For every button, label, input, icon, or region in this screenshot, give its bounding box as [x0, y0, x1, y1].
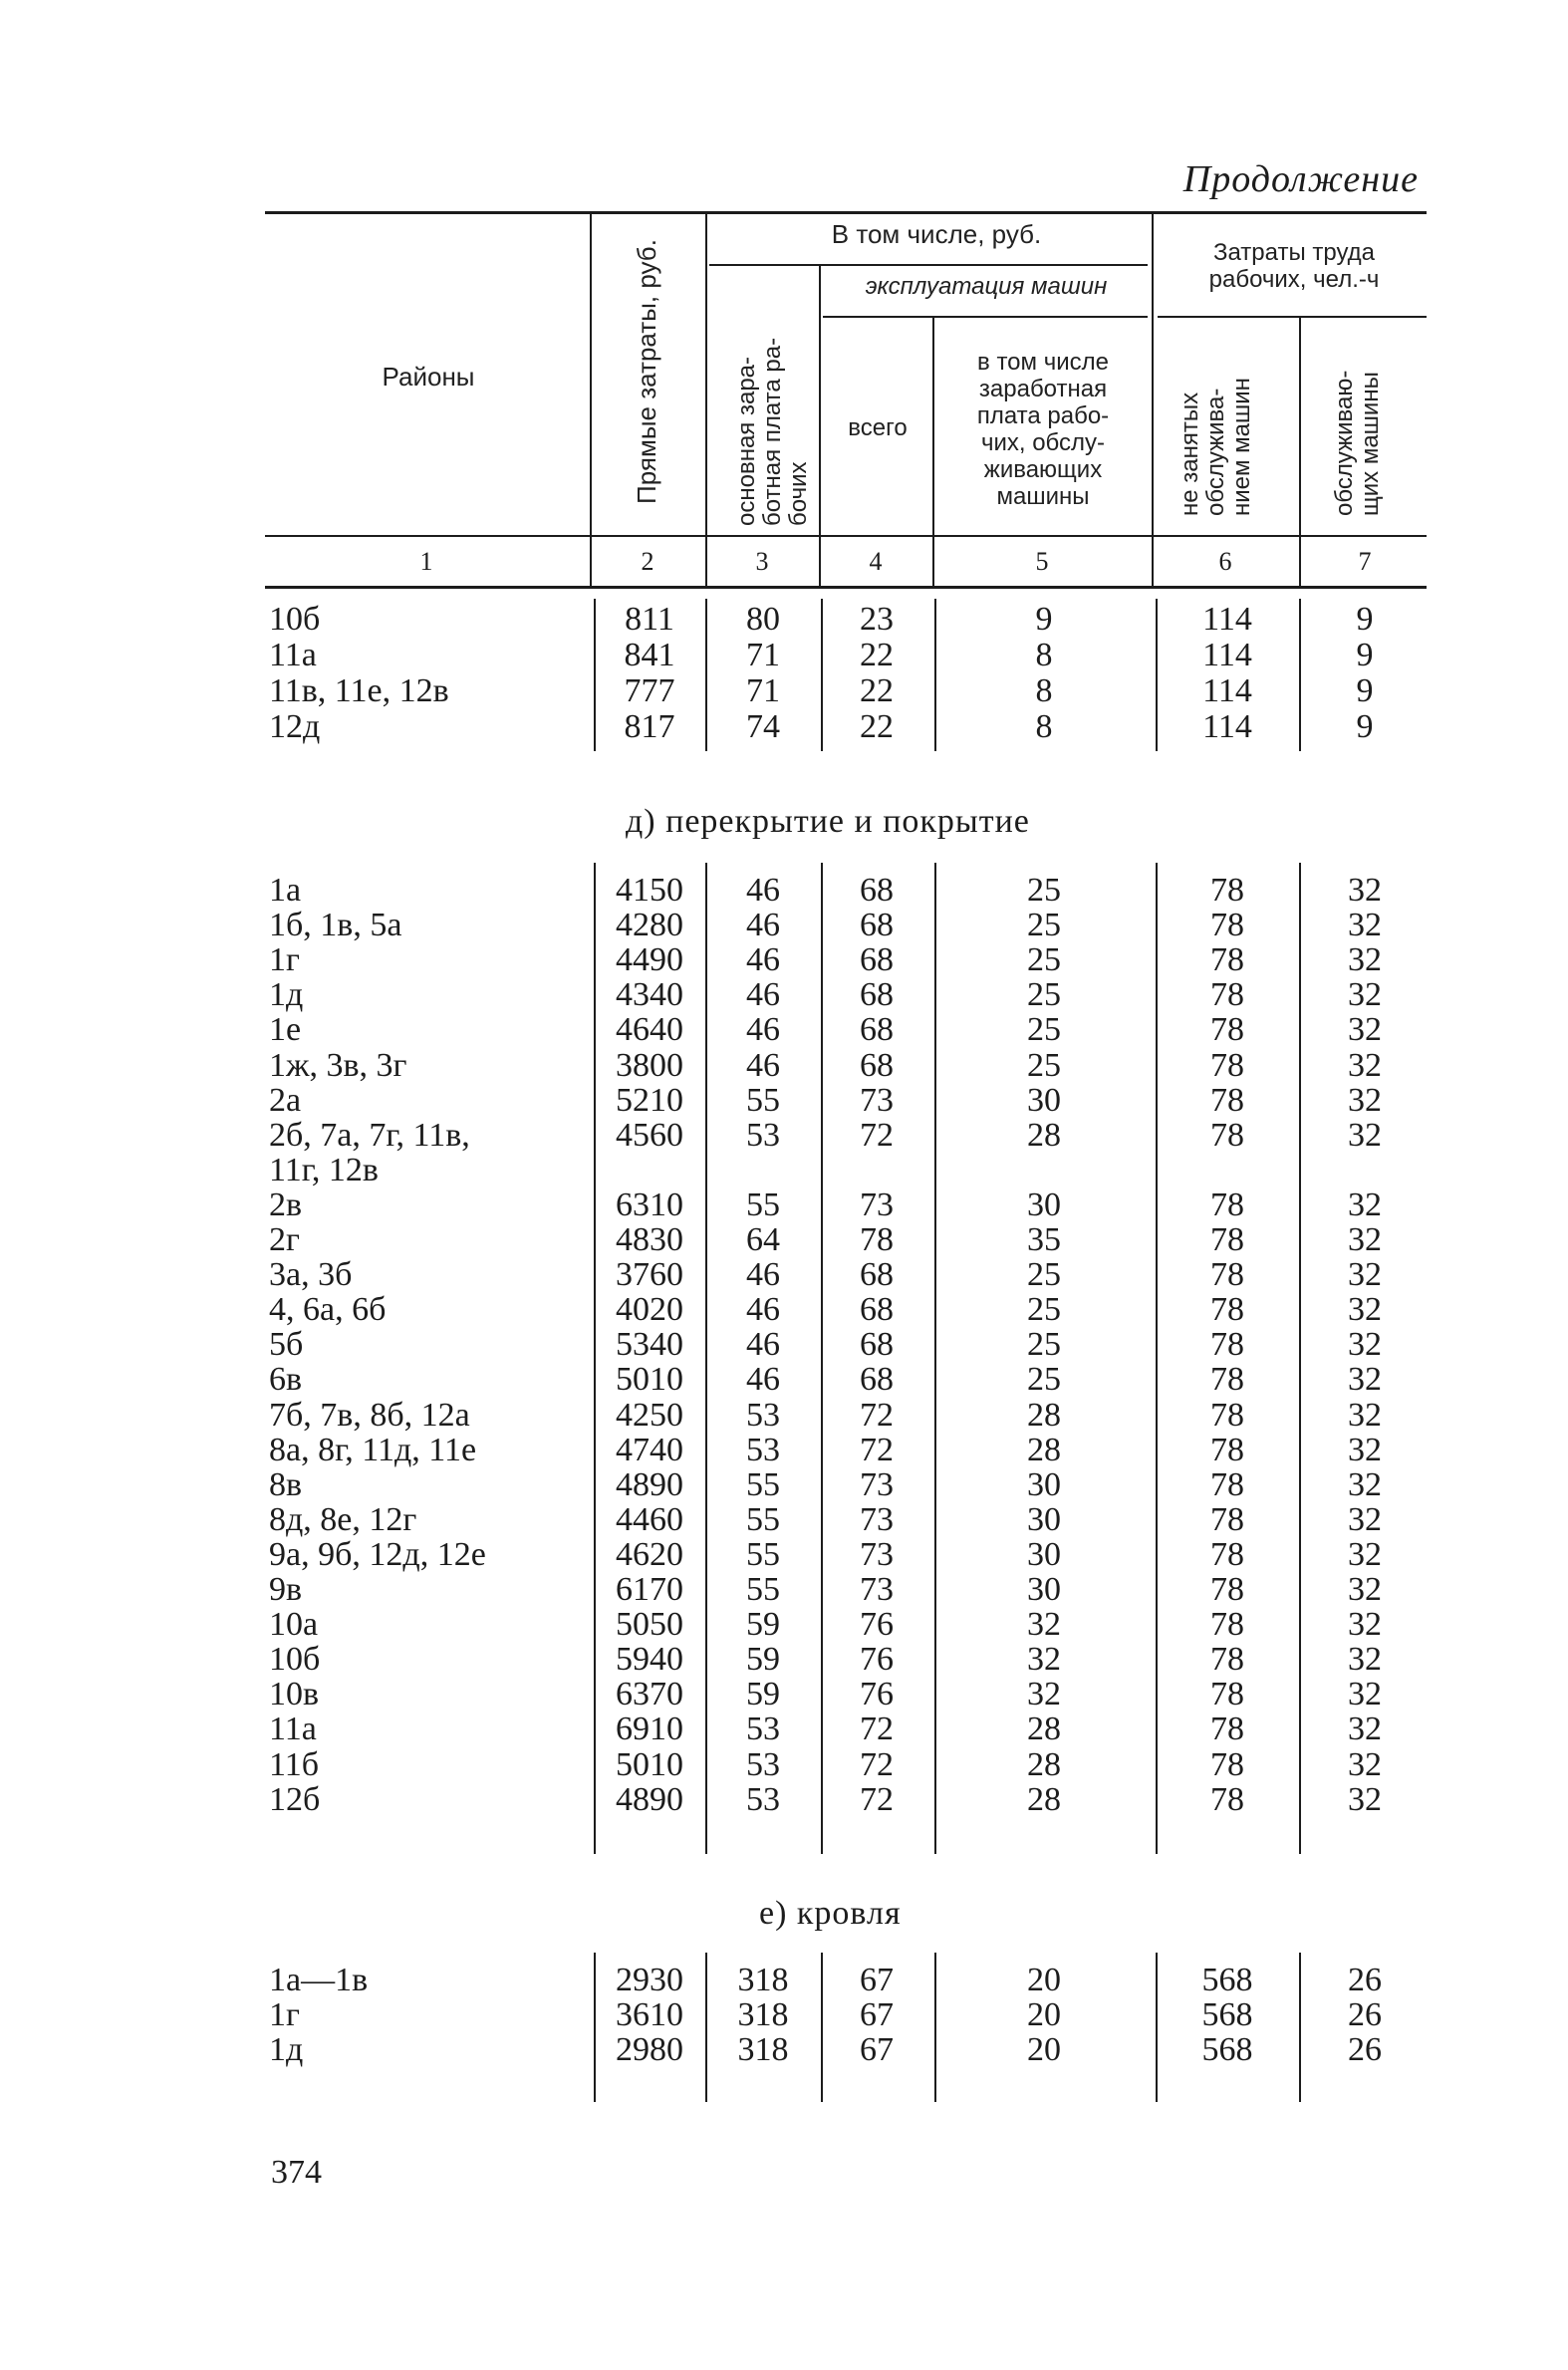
cell-direct-costs: 5010 [616, 1745, 683, 1783]
cell-base-wage: 318 [737, 1962, 789, 1998]
header-osnovnaya-1: основная зара- [733, 356, 760, 526]
cell-labor-machines: 32 [1348, 1431, 1382, 1468]
cell-labor-machines: 9 [1356, 708, 1374, 745]
cell-direct-costs: 5210 [616, 1081, 683, 1119]
sub-rule-ekspl [823, 316, 1148, 318]
cell-district: 5б [269, 1326, 304, 1364]
cell-machines-wage: 28 [1027, 1780, 1061, 1818]
cell-base-wage: 46 [746, 1011, 780, 1049]
cell-district: 2в [269, 1185, 303, 1223]
cell-labor-not-machines: 78 [1210, 872, 1244, 909]
cell-machines-total: 72 [860, 1431, 894, 1468]
cell-direct-costs: 4890 [616, 1465, 683, 1503]
hdr-vline-6 [1299, 317, 1301, 589]
cell-direct-costs: 5340 [616, 1326, 683, 1364]
cell-labor-machines: 32 [1348, 1081, 1382, 1119]
cell-base-wage: 46 [746, 907, 780, 944]
cell-direct-costs: 5940 [616, 1641, 683, 1679]
cell-district: 8в [269, 1465, 303, 1503]
cell-machines-total: 76 [860, 1641, 894, 1679]
cell-district: 10а [269, 1606, 319, 1644]
cell-labor-not-machines: 78 [1210, 1641, 1244, 1679]
hdr-vline-2 [705, 213, 707, 589]
cell-labor-machines: 32 [1348, 1011, 1382, 1049]
cell-labor-machines: 32 [1348, 1535, 1382, 1573]
header-bottom-rule [265, 535, 1427, 537]
cell-direct-costs: 811 [625, 601, 674, 638]
cell-district: 11в, 11е, 12в [269, 672, 449, 709]
cell-machines-total: 72 [860, 1711, 894, 1748]
cell-labor-not-machines: 78 [1210, 907, 1244, 944]
colnum-3: 3 [755, 547, 769, 576]
cell-base-wage: 53 [746, 1780, 780, 1818]
cell-machines-wage: 30 [1027, 1465, 1061, 1503]
zatraty-line-2: рабочих, чел.-ч [1208, 266, 1380, 293]
cell-labor-machines: 32 [1348, 1465, 1382, 1503]
cell-labor-machines: 9 [1356, 672, 1374, 709]
header-ekspl: эксплуатация машин [865, 273, 1108, 300]
sub-rule-vtom [709, 264, 1148, 266]
cell-direct-costs: 2980 [616, 2031, 683, 2068]
cell-machines-wage: 9 [1035, 601, 1053, 638]
cell-base-wage: 59 [746, 1606, 780, 1644]
cell-labor-machines: 32 [1348, 976, 1382, 1014]
cell-labor-not-machines: 114 [1202, 601, 1252, 638]
cell-labor-not-machines: 568 [1201, 1996, 1253, 2033]
section-d-title: д) перекрытие и покрытие [626, 803, 1030, 840]
cell-direct-costs: 4250 [616, 1396, 683, 1434]
cell-district: 11г, 12в [269, 1151, 379, 1188]
cell-base-wage: 318 [737, 1996, 789, 2033]
cell-base-wage: 46 [746, 976, 780, 1014]
b1-vline-4 [934, 599, 936, 751]
cell-machines-wage: 25 [1027, 941, 1061, 979]
cell-machines-wage: 30 [1027, 1535, 1061, 1573]
cell-machines-wage: 30 [1027, 1571, 1061, 1608]
cell-labor-not-machines: 568 [1201, 2031, 1253, 2068]
cell-labor-not-machines: 78 [1210, 1535, 1244, 1573]
header-ne-zanyatyh-2: обслужива- [1202, 388, 1229, 516]
cell-labor-machines: 32 [1348, 1396, 1382, 1434]
cell-labor-not-machines: 114 [1202, 672, 1252, 709]
cell-machines-wage: 35 [1027, 1221, 1061, 1258]
cell-machines-wage: 20 [1027, 1962, 1061, 1998]
cell-machines-total: 73 [860, 1535, 894, 1573]
cell-labor-machines: 32 [1348, 1116, 1382, 1154]
cell-district: 12д [269, 708, 321, 745]
cell-direct-costs: 4150 [616, 872, 683, 909]
cell-direct-costs: 4280 [616, 907, 683, 944]
cell-district: 11а [269, 637, 317, 673]
cell-labor-not-machines: 78 [1210, 1116, 1244, 1154]
cell-district: 10б [269, 601, 321, 638]
vtch-line-4: чих, обслу- [980, 429, 1106, 456]
cell-labor-machines: 32 [1348, 1571, 1382, 1608]
cell-district: 7б, 7в, 8б, 12а [269, 1396, 470, 1434]
cell-labor-machines: 9 [1356, 637, 1374, 673]
cell-machines-total: 78 [860, 1221, 894, 1258]
colnum-5: 5 [1035, 547, 1049, 576]
cell-direct-costs: 3800 [616, 1046, 683, 1084]
cell-machines-total: 22 [860, 708, 894, 745]
cell-labor-not-machines: 114 [1202, 637, 1252, 673]
cell-labor-not-machines: 78 [1210, 941, 1244, 979]
cell-machines-total: 23 [860, 601, 894, 638]
cell-direct-costs: 5010 [616, 1361, 683, 1399]
header-ne-zanyatyh-1: не занятых [1176, 392, 1203, 516]
cell-machines-total: 72 [860, 1780, 894, 1818]
cell-district: 1ж, 3в, 3г [269, 1046, 407, 1084]
cell-direct-costs: 777 [624, 672, 675, 709]
cell-labor-not-machines: 78 [1210, 1745, 1244, 1783]
cell-labor-machines: 32 [1348, 1676, 1382, 1713]
cell-base-wage: 318 [737, 2031, 789, 2068]
cell-district: 9а, 9б, 12д, 12е [269, 1535, 486, 1573]
cell-base-wage: 74 [746, 708, 780, 745]
e-vline-4 [934, 1953, 936, 2102]
header-top-rule [265, 211, 1427, 214]
cell-machines-total: 76 [860, 1676, 894, 1713]
cell-machines-wage: 32 [1027, 1641, 1061, 1679]
cell-labor-not-machines: 78 [1210, 1046, 1244, 1084]
cell-base-wage: 59 [746, 1641, 780, 1679]
cell-base-wage: 46 [746, 1046, 780, 1084]
cell-district: 1г [269, 941, 300, 979]
cell-district: 10в [269, 1676, 320, 1713]
header-v-tom-chisle-5 [936, 349, 1150, 510]
cell-labor-machines: 26 [1348, 2031, 1382, 2068]
cell-machines-wage: 8 [1035, 708, 1053, 745]
d-vline-2 [705, 863, 707, 1854]
cell-machines-total: 68 [860, 872, 894, 909]
cell-district: 3а, 3б [269, 1256, 353, 1294]
colnum-bottom-rule [265, 586, 1427, 589]
hdr-vline-1 [590, 213, 592, 589]
vtch-line-3: плата рабо- [976, 402, 1110, 429]
cell-machines-total: 67 [860, 1996, 894, 2033]
cell-machines-total: 22 [860, 672, 894, 709]
cell-base-wage: 53 [746, 1396, 780, 1434]
cell-district: 4, 6а, 6б [269, 1291, 387, 1329]
e-vline-2 [705, 1953, 707, 2102]
continuation-label: Продолжение [1182, 158, 1419, 200]
cell-direct-costs: 6910 [616, 1711, 683, 1748]
header-ne-zanyatyh-3: нием машин [1228, 378, 1255, 516]
cell-district: 1а—1в [269, 1962, 369, 1998]
cell-labor-machines: 32 [1348, 1291, 1382, 1329]
cell-base-wage: 55 [746, 1465, 780, 1503]
cell-machines-wage: 25 [1027, 1291, 1061, 1329]
cell-base-wage: 55 [746, 1571, 780, 1608]
cell-labor-not-machines: 78 [1210, 1081, 1244, 1119]
cell-labor-not-machines: 78 [1210, 1185, 1244, 1223]
cell-base-wage: 46 [746, 1291, 780, 1329]
cell-machines-total: 73 [860, 1185, 894, 1223]
cell-base-wage: 53 [746, 1431, 780, 1468]
cell-labor-machines: 32 [1348, 1606, 1382, 1644]
cell-machines-total: 73 [860, 1500, 894, 1538]
cell-machines-total: 73 [860, 1465, 894, 1503]
cell-district: 1д [269, 2031, 304, 2068]
cell-direct-costs: 4890 [616, 1780, 683, 1818]
cell-labor-not-machines: 78 [1210, 1571, 1244, 1608]
cell-labor-not-machines: 78 [1210, 1326, 1244, 1364]
cell-direct-costs: 3760 [616, 1256, 683, 1294]
cell-direct-costs: 3610 [616, 1996, 683, 2033]
cell-labor-machines: 32 [1348, 872, 1382, 909]
cell-labor-machines: 32 [1348, 1361, 1382, 1399]
cell-labor-machines: 32 [1348, 1500, 1382, 1538]
cell-machines-total: 22 [860, 637, 894, 673]
cell-machines-wage: 25 [1027, 1361, 1061, 1399]
cell-machines-total: 68 [860, 1291, 894, 1329]
header-osnovnaya-3: бочих [785, 461, 812, 526]
cell-machines-wage: 28 [1027, 1116, 1061, 1154]
cell-direct-costs: 4340 [616, 976, 683, 1014]
cell-direct-costs: 5050 [616, 1606, 683, 1644]
cell-machines-total: 68 [860, 976, 894, 1014]
cell-machines-wage: 25 [1027, 1046, 1061, 1084]
cell-labor-machines: 9 [1356, 601, 1374, 638]
cell-machines-total: 76 [860, 1606, 894, 1644]
cell-labor-machines: 32 [1348, 1046, 1382, 1084]
cell-base-wage: 55 [746, 1500, 780, 1538]
colnum-1: 1 [419, 547, 433, 576]
cell-direct-costs: 4640 [616, 1011, 683, 1049]
cell-machines-total: 72 [860, 1396, 894, 1434]
cell-district: 2г [269, 1221, 300, 1258]
cell-direct-costs: 4740 [616, 1431, 683, 1468]
cell-district: 11б [269, 1745, 320, 1783]
cell-machines-total: 67 [860, 1962, 894, 1998]
cell-district: 11а [269, 1711, 317, 1748]
cell-district: 2б, 7а, 7г, 11в, [269, 1116, 470, 1154]
cell-machines-total: 68 [860, 1046, 894, 1084]
cell-machines-wage: 25 [1027, 907, 1061, 944]
cell-labor-not-machines: 78 [1210, 1291, 1244, 1329]
hdr-vline-5 [1152, 213, 1154, 589]
cell-district: 6в [269, 1361, 303, 1399]
cell-direct-costs: 4620 [616, 1535, 683, 1573]
cell-base-wage: 53 [746, 1745, 780, 1783]
cell-base-wage: 71 [746, 672, 780, 709]
cell-machines-wage: 32 [1027, 1676, 1061, 1713]
cell-labor-not-machines: 568 [1201, 1962, 1253, 1998]
cell-labor-machines: 32 [1348, 1711, 1382, 1748]
cell-base-wage: 46 [746, 1326, 780, 1364]
cell-direct-costs: 4490 [616, 941, 683, 979]
cell-machines-wage: 25 [1027, 1256, 1061, 1294]
cell-direct-costs: 4830 [616, 1221, 683, 1258]
cell-machines-wage: 28 [1027, 1711, 1061, 1748]
cell-labor-machines: 26 [1348, 1996, 1382, 2033]
cell-direct-costs: 6310 [616, 1185, 683, 1223]
cell-district: 1б, 1в, 5а [269, 907, 402, 944]
cell-machines-wage: 20 [1027, 2031, 1061, 2068]
cell-direct-costs: 4560 [616, 1116, 683, 1154]
cell-machines-total: 73 [860, 1081, 894, 1119]
cell-base-wage: 53 [746, 1116, 780, 1154]
cell-machines-total: 68 [860, 941, 894, 979]
cell-machines-total: 73 [860, 1571, 894, 1608]
cell-labor-machines: 32 [1348, 1745, 1382, 1783]
header-rayony: Районы [382, 362, 475, 392]
cell-direct-costs: 4460 [616, 1500, 683, 1538]
cell-machines-total: 72 [860, 1745, 894, 1783]
cell-district: 1д [269, 976, 304, 1014]
cell-labor-not-machines: 78 [1210, 1465, 1244, 1503]
cell-labor-not-machines: 114 [1202, 708, 1252, 745]
cell-labor-not-machines: 78 [1210, 1500, 1244, 1538]
cell-machines-wage: 32 [1027, 1606, 1061, 1644]
cell-district: 12б [269, 1780, 321, 1818]
cell-labor-not-machines: 78 [1210, 1361, 1244, 1399]
colnum-4: 4 [869, 547, 883, 576]
cell-direct-costs: 6370 [616, 1676, 683, 1713]
cell-labor-machines: 32 [1348, 1256, 1382, 1294]
cell-labor-not-machines: 78 [1210, 1780, 1244, 1818]
cell-machines-wage: 28 [1027, 1745, 1061, 1783]
cell-base-wage: 55 [746, 1081, 780, 1119]
cell-base-wage: 46 [746, 941, 780, 979]
cell-machines-wage: 25 [1027, 1011, 1061, 1049]
zatraty-line-1: Затраты труда [1212, 239, 1375, 266]
colnum-7: 7 [1358, 547, 1372, 576]
page-number: 374 [271, 2154, 322, 2191]
cell-machines-total: 68 [860, 1256, 894, 1294]
cell-direct-costs: 6170 [616, 1571, 683, 1608]
cell-labor-machines: 32 [1348, 1221, 1382, 1258]
cell-machines-wage: 30 [1027, 1500, 1061, 1538]
cell-machines-wage: 25 [1027, 872, 1061, 909]
cell-labor-machines: 32 [1348, 1641, 1382, 1679]
header-obsl-1: обслуживаю- [1331, 370, 1358, 516]
cell-machines-total: 68 [860, 907, 894, 944]
cell-labor-machines: 26 [1348, 1962, 1382, 1998]
cell-machines-wage: 28 [1027, 1431, 1061, 1468]
cell-labor-machines: 32 [1348, 1326, 1382, 1364]
cell-machines-wage: 28 [1027, 1396, 1061, 1434]
cell-labor-machines: 32 [1348, 1185, 1382, 1223]
sub-rule-zatraty [1158, 316, 1427, 318]
hdr-vline-4 [932, 317, 934, 589]
vtch-line-6: машины [996, 483, 1090, 510]
cell-machines-total: 68 [860, 1361, 894, 1399]
cell-district: 9в [269, 1571, 303, 1608]
cell-base-wage: 46 [746, 1256, 780, 1294]
cell-district: 2а [269, 1081, 302, 1119]
header-pryamye: Прямые затраты, руб. [632, 239, 661, 504]
cell-base-wage: 55 [746, 1185, 780, 1223]
cell-district: 10б [269, 1641, 321, 1679]
d-vline-4 [934, 863, 936, 1854]
cell-labor-not-machines: 78 [1210, 1396, 1244, 1434]
cell-district: 8д, 8е, 12г [269, 1500, 417, 1538]
vtch-line-2: заработная [978, 376, 1108, 402]
cell-machines-wage: 25 [1027, 976, 1061, 1014]
cell-labor-not-machines: 78 [1210, 976, 1244, 1014]
cell-labor-machines: 32 [1348, 941, 1382, 979]
cell-machines-total: 68 [860, 1326, 894, 1364]
cell-labor-not-machines: 78 [1210, 1221, 1244, 1258]
cell-district: 1е [269, 1011, 302, 1049]
cell-base-wage: 71 [746, 637, 780, 673]
cell-base-wage: 46 [746, 872, 780, 909]
vtch-line-1: в том числе [977, 349, 1109, 376]
header-obsl-2: щих машины [1357, 372, 1384, 516]
cell-direct-costs: 841 [624, 637, 675, 673]
cell-district: 1г [269, 1996, 300, 2033]
cell-machines-wage: 30 [1027, 1185, 1061, 1223]
cell-direct-costs: 4020 [616, 1291, 683, 1329]
cell-machines-total: 68 [860, 1011, 894, 1049]
cell-labor-not-machines: 78 [1210, 1606, 1244, 1644]
cell-labor-machines: 32 [1348, 907, 1382, 944]
section-e-title: е) кровля [759, 1895, 902, 1932]
hdr-vline-3 [819, 265, 821, 589]
cell-direct-costs: 2930 [616, 1962, 683, 1998]
cell-labor-not-machines: 78 [1210, 1431, 1244, 1468]
cell-machines-total: 67 [860, 2031, 894, 2068]
cell-base-wage: 55 [746, 1535, 780, 1573]
header-osnovnaya-2: ботная плата ра- [759, 337, 786, 526]
colnum-2: 2 [641, 547, 654, 576]
cell-base-wage: 59 [746, 1676, 780, 1713]
cell-labor-machines: 32 [1348, 1780, 1382, 1818]
header-zatraty [1162, 239, 1427, 293]
cell-machines-wage: 8 [1035, 672, 1053, 709]
cell-direct-costs: 817 [624, 708, 675, 745]
cell-labor-not-machines: 78 [1210, 1711, 1244, 1748]
cell-base-wage: 64 [746, 1221, 780, 1258]
cell-machines-wage: 20 [1027, 1996, 1061, 2033]
cell-labor-not-machines: 78 [1210, 1676, 1244, 1713]
cell-machines-wage: 30 [1027, 1081, 1061, 1119]
vtch-line-5: живающих [983, 456, 1103, 483]
cell-labor-not-machines: 78 [1210, 1256, 1244, 1294]
cell-base-wage: 80 [746, 601, 780, 638]
cell-machines-total: 72 [860, 1116, 894, 1154]
cell-labor-not-machines: 78 [1210, 1011, 1244, 1049]
cell-machines-wage: 8 [1035, 637, 1053, 673]
b1-vline-2 [705, 599, 707, 751]
colnum-6: 6 [1218, 547, 1232, 576]
header-v-tom-chisle: В том числе, руб. [831, 219, 1042, 249]
cell-district: 8а, 8г, 11д, 11е [269, 1431, 477, 1468]
cell-machines-wage: 25 [1027, 1326, 1061, 1364]
cell-district: 1а [269, 872, 302, 909]
cell-base-wage: 53 [746, 1711, 780, 1748]
header-vsego: всего [848, 414, 908, 441]
cell-base-wage: 46 [746, 1361, 780, 1399]
